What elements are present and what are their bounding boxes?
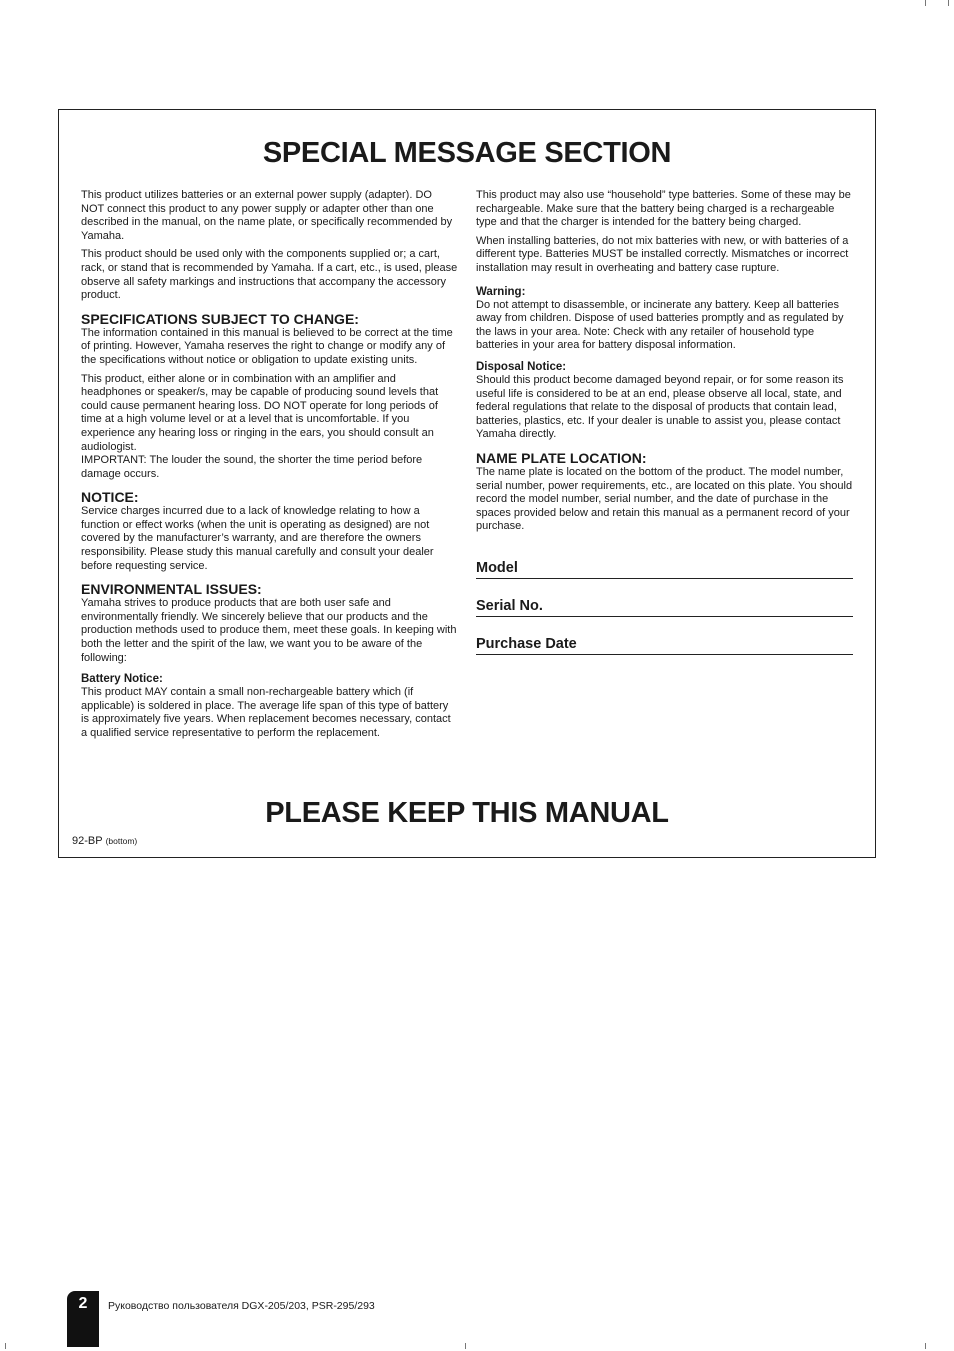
specs-paragraph-2: This product, either alone or in combination with an amplifier and headphones or speaker/s, may be capable of producing sound levels that could cause permanent hearing loss. DO NOT operate for long periods of time at a high volume level or at a level that is uncomfortable. If you experience any hearing loss or ringing in the ears, you should consult an audiologist. (81, 372, 439, 453)
household-paragraph-2: When installing batteries, do not mix batteries with new, or with batteries of a different type. Batteries MUST be installed correctly. Mismatches or incorrect installation may result in overheating and battery case rupture. (476, 234, 849, 274)
page-title: SPECIAL MESSAGE SECTION (262, 137, 672, 169)
crop-mark (925, 1343, 926, 1349)
warning-heading: Warning: (476, 285, 526, 298)
left-column (81, 189, 458, 746)
model-field: Model (476, 558, 853, 579)
disposal-notice-heading: Disposal Notice: (476, 360, 567, 373)
specs-paragraph-3: IMPORTANT: The louder the sound, the shorter the time period before damage occurs. (81, 454, 423, 480)
crop-mark (5, 1343, 6, 1349)
environmental-heading: ENVIRONMENTAL ISSUES: (81, 581, 262, 598)
purchase-date-field: Purchase Date (476, 634, 853, 655)
environmental-paragraph: Yamaha strives to produce products that are both user safe and environmentally friendly. We sincerely believe that our products and the production methods used to produce them, meet these goals. In keeping with both the letter and the spirit of the law, we want you to be aware of the following: (81, 597, 457, 664)
warning-paragraph: Do not attempt to disassemble, or incinerate any battery. Keep all batteries away from children. Dispose of used batteries promptly and as regulated by the laws in your area. Note: Check with any retailer of household type batteries in your area for battery disposal information. (476, 298, 844, 352)
intro-paragraph-2: This product should be used only with the components supplied or; a cart, rack, or stand that is recommended by Yamaha. If a cart, etc., is used, please observe all safety markings and instructions that accompany the accessory product. (81, 248, 458, 302)
running-footer: Руководство пользователя DGX-205/203, PSR-295/293 (108, 1300, 375, 1312)
name-plate-heading: NAME PLATE LOCATION: (476, 449, 647, 466)
specs-heading: SPECIFICATIONS SUBJECT TO CHANGE: (81, 310, 359, 327)
disposal-notice-paragraph: Should this product become damaged beyond repair, or for some reason its useful life is considered to be at an end, please observe all local, state, and federal regulations that relate to the disposal of products that contain lead, batteries, plastics, etc. If your dealer is unable to assist you, please contact Yamaha directly. (476, 373, 844, 441)
page-number: 2 (67, 1291, 99, 1347)
crop-mark (925, 0, 926, 6)
notice-paragraph: Service charges incurred due to a lack of knowledge relating to how a function or effect works (when the unit is operating as designed) are not covered by the manufacturer’s warranty, and are therefore the owners responsibility. Please study this manual carefully and consult your dealer before requesting service. (81, 505, 434, 572)
serial-number-field: Serial No. (476, 596, 853, 617)
battery-notice-heading: Battery Notice: (81, 673, 163, 686)
footer-code (72, 835, 137, 847)
footer-code-note: (bottom) (105, 836, 138, 846)
crop-mark (948, 0, 949, 6)
notice-heading: NOTICE: (81, 489, 139, 506)
household-paragraph-1: This product may also use “household” type batteries. Some of these may be rechargeable. Make sure that the battery being charged is a rechargeable type and that the charger is intended for the battery being charged. (476, 189, 851, 229)
record-fields (476, 558, 853, 655)
name-plate-paragraph: The name plate is located on the bottom of the product. The model number, serial number, power requirements, etc., are located on this plate. You should record the model number, serial number, and the date of purchase in the spaces provided below and retain this manual as a permanent record of your purchase. (476, 465, 853, 533)
specs-paragraph-1: The information contained in this manual is believed to be correct at the time of printing. However, Yamaha reserves the right to change or modify any of the specifications without notice or obligation to update existing units. (81, 326, 453, 366)
right-column (476, 189, 853, 655)
footer-code-value: 92-BP (72, 835, 103, 847)
intro-paragraph-1: This product utilizes batteries or an external power supply (adapter). DO NOT connect this product to any power supply or adapter other than one described in the manual, on the name plate, or specifically recommended by Yamaha. (81, 189, 453, 242)
battery-notice-paragraph: This product MAY contain a small non-rechargeable battery which (if applicable) is soldered in place. The average life span of this type of battery is approximately five years. When replacement becomes necessary, contact a qualified service representative to perform the replacement. (81, 686, 451, 739)
crop-mark (465, 1343, 466, 1349)
closing-title: PLEASE KEEP THIS MANUAL (265, 797, 669, 829)
special-message-box (58, 109, 876, 858)
